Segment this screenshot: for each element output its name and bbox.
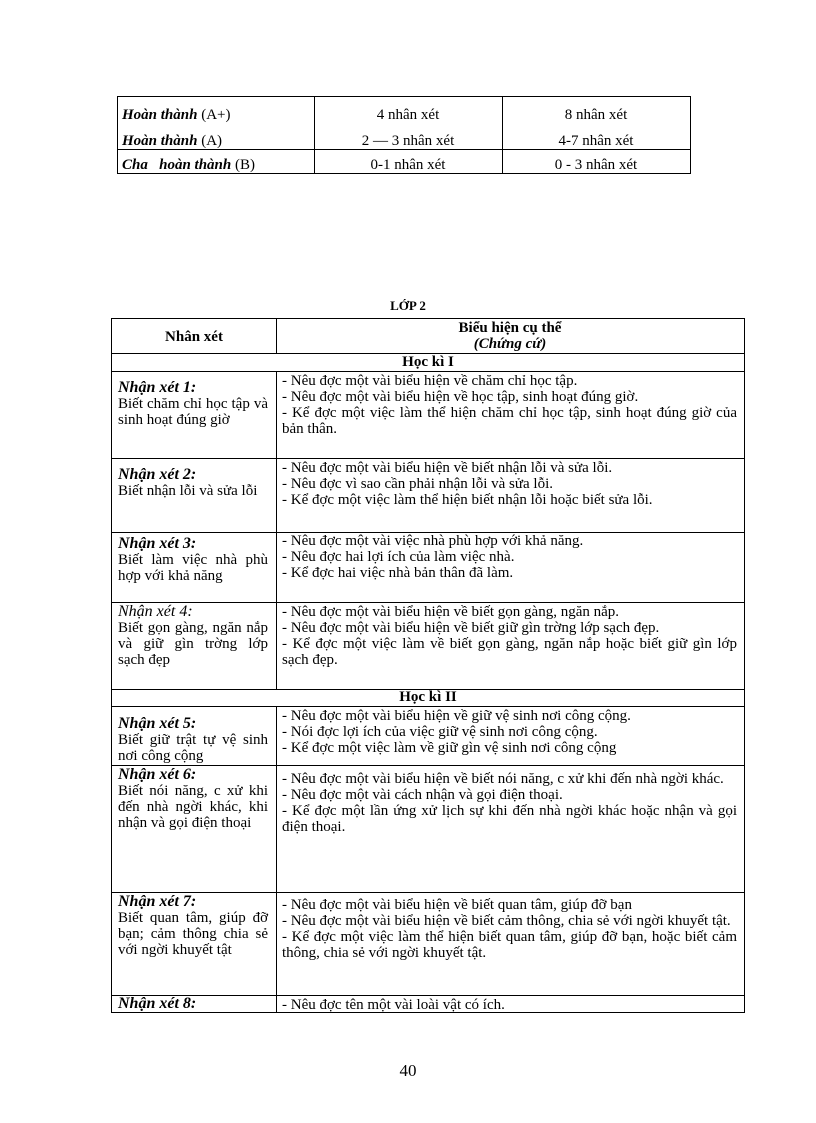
header-evidence: Biểu hiện cụ thể (Chứng cứ) [458,320,562,352]
evidence-4: - Nêu đợc một vài biểu hiện về biết gọn gàng, ngăn nắp. - Nêu đợc một vài biểu hiện về biết giữ gìn trờng lớp sạch đẹp. - Kể đợc một việc làm về biết gọn gàng, ngăn nắp hoặc biết giữ gìn lớp sạch đẹp. [282,604,737,668]
grading-row-1-level: Hoàn thành (A+) [122,107,231,123]
comment-8: Nhận xét 8: [118,995,197,1012]
evidence-6: - Nêu đợc một vài biểu hiện về biết nói năng, c xử khi đến nhà ngời khác. - Nêu đợc một vài cách nhận và gọi điện thoại. - Kể đợc một lần ứng xử lịch sự khi đến nhà ngời khác hoặc nhận và gọi điện thoại. [282,771,737,835]
grading-row-3-col2: 0 - 3 nhân xét [554,157,638,173]
grading-row-3-level: Cha hoàn thành (B) [122,157,255,173]
grading-table [117,96,691,174]
grading-row-1-col2: 8 nhân xét [564,107,628,123]
header-comments: Nhân xét [165,329,223,345]
comment-3: Nhận xét 3: Biết làm việc nhà phù hợp với khả năng [118,535,268,584]
grading-row-2-col1: 2 — 3 nhân xét [361,133,455,149]
grading-row-2-level: Hoàn thành (A) [122,133,223,149]
evidence-7: - Nêu đợc một vài biểu hiện về biết quan tâm, giúp đỡ bạn - Nêu đợc một vài biểu hiện về biết cảm thông, chia sẻ với ngời khuyết tật. - Kể đợc một việc làm thể hiện biết quan tâm, giúp đỡ bạn, hoặc biết cảm thông, chia sẻ với ngời khuyết tật. [282,897,737,961]
comment-5: Nhận xét 5: Biết giữ trật tự vệ sinh nơi công cộng [118,715,268,764]
comment-4: Nhận xét 4: Biết gọn gàng, ngăn nắp và giữ gìn trờng lớp sạch đẹp [118,603,268,668]
comment-6: Nhận xét 6: Biết nói năng, c xử khi đến nhà ngời khác, khi nhận và gọi điện thoại [118,766,268,831]
evidence-2: - Nêu đợc một vài biểu hiện về biết nhận lỗi và sửa lỗi. - Nêu đợc vì sao cần phải nhận lỗi và sửa lỗi. - Kể đợc một việc làm thể hiện biết nhận lỗi hoặc biết sửa lỗi. [282,460,653,508]
comment-2: Nhận xét 2: Biết nhận lỗi và sửa lỗi [118,466,258,499]
comment-7: Nhận xét 7: Biết quan tâm, giúp đỡ bạn; cảm thông chia sẻ với ngời khuyết tật [118,893,268,958]
semester-1-label: Học kì I [402,354,454,370]
evidence-1: - Nêu đợc một vài biểu hiện về chăm chỉ học tập. - Nêu đợc một vài biểu hiện về học tập, sinh hoạt đúng giờ. - Kể đợc một việc làm thể hiện chăm chỉ học tập, sinh hoạt đúng giờ của bản thân. [282,373,737,437]
grading-row-3-col1: 0-1 nhân xét [370,157,446,173]
evidence-5: - Nêu đợc một vài biểu hiện về giữ vệ sinh nơi công cộng. - Nói đợc lợi ích của việc giữ vệ sinh nơi công cộng. - Kể đợc một việc làm về giữ gìn vệ sinh nơi công cộng [282,708,631,756]
comment-1: Nhận xét 1: Biết chăm chỉ học tập và sinh hoạt đúng giờ [118,379,268,428]
evaluation-table [111,318,745,1013]
grading-row-2-col2: 4-7 nhân xét [558,133,634,149]
evidence-3: - Nêu đợc một vài việc nhà phù hợp với khả năng. - Nêu đợc hai lợi ích của làm việc nhà. - Kể đợc hai việc nhà bản thân đã làm. [282,533,584,581]
page-number: 40 [399,1061,417,1080]
class-title: LỚP 2 [390,298,426,313]
evidence-8: - Nêu đợc tên một vài loài vật có ích. [282,997,505,1013]
grading-row-1-col1: 4 nhân xét [376,107,440,123]
semester-2-label: Học kì II [399,689,457,705]
